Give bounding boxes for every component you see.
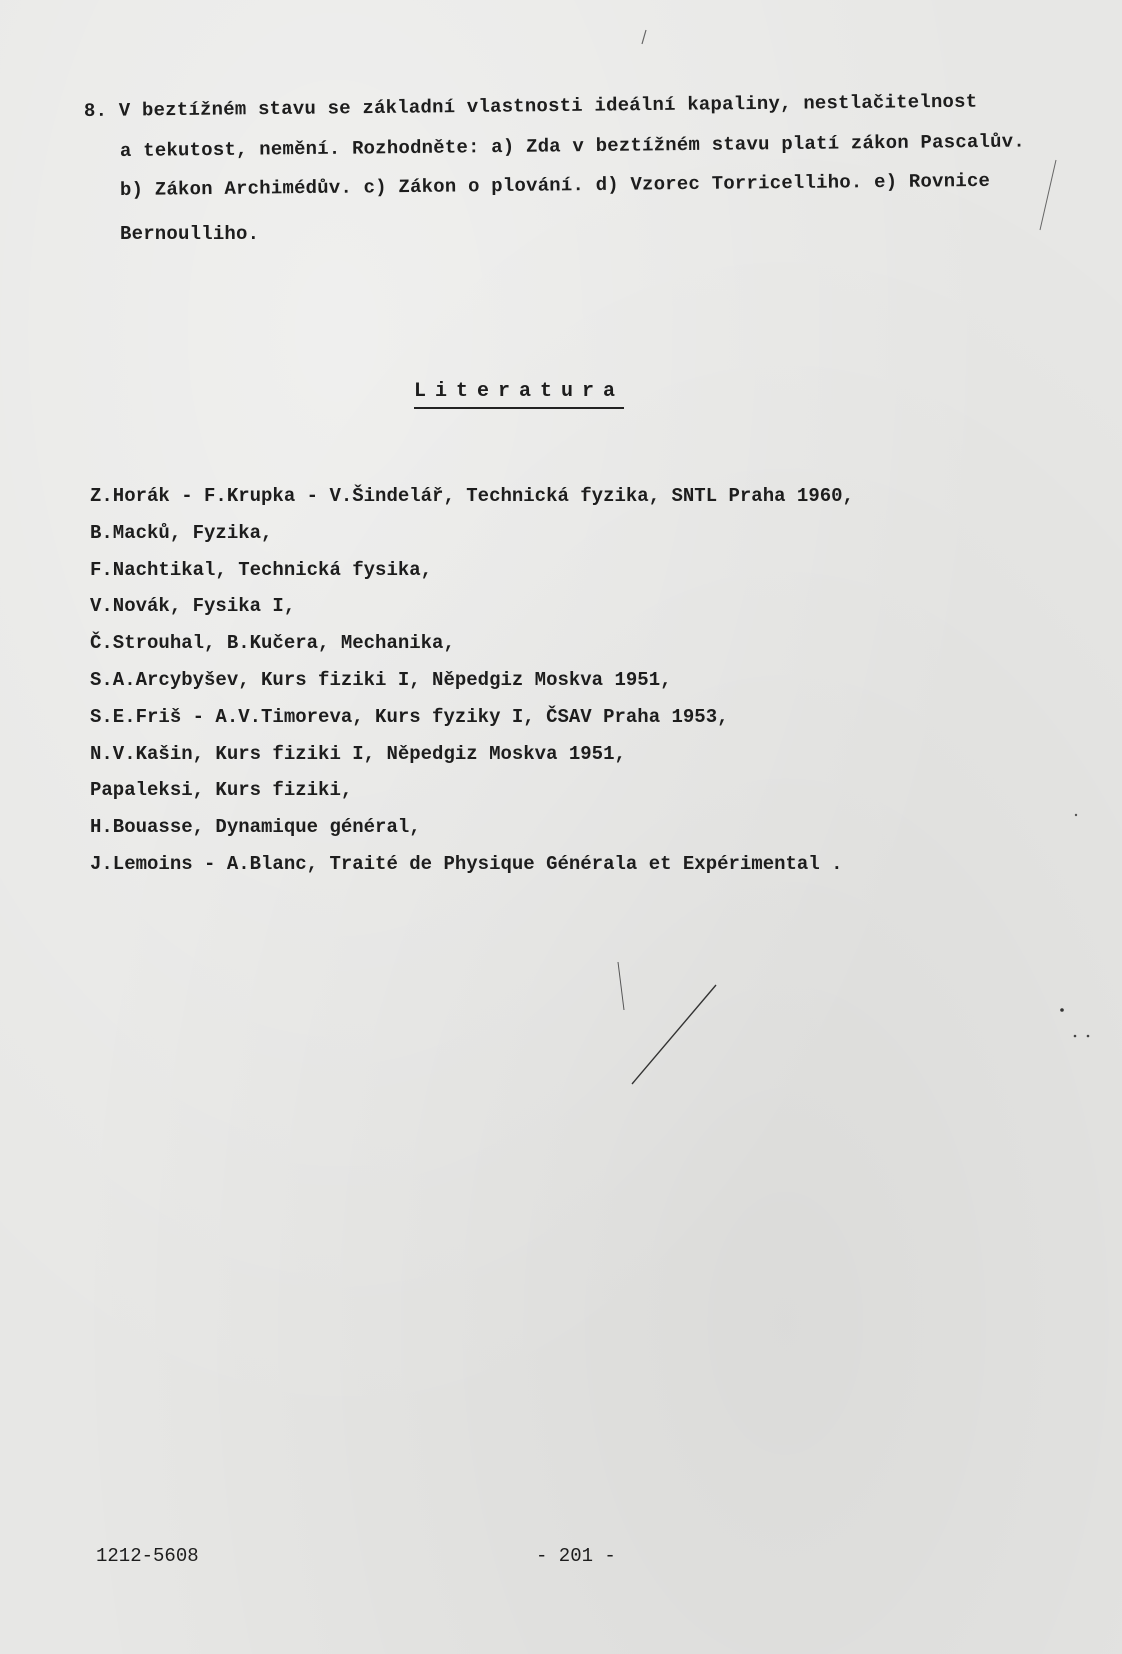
speck bbox=[1060, 1008, 1064, 1012]
reference-item: S.E.Friš - A.V.Timoreva, Kurs fyziky I, ČSAV Praha 1953, bbox=[90, 705, 729, 728]
reference-item: F.Nachtikal, Technická fysika, bbox=[90, 558, 433, 581]
edge-scratch bbox=[1040, 160, 1056, 230]
reference-item: S.A.Arcybyšev, Kurs fiziki I, Něpedgiz Moskva 1951, bbox=[90, 668, 672, 691]
speck bbox=[1074, 1035, 1077, 1038]
reference-item: H.Bouasse, Dynamique général, bbox=[90, 816, 421, 839]
question-line-3: b) Zákon Archimédův. c) Zákon o plování. d) Vzorec Torricelliho. e) Rovnice bbox=[119, 169, 991, 201]
question-line-1: 8. V beztížném stavu se základní vlastnosti ideální kapaliny, nestlačitelnost bbox=[83, 90, 978, 122]
pen-stroke-short bbox=[618, 962, 624, 1010]
reference-item: Papaleksi, Kurs fiziki, bbox=[90, 779, 353, 802]
reference-item: N.V.Kašin, Kurs fiziki I, Něpedgiz Moskva 1951, bbox=[90, 742, 626, 765]
reference-item: Č.Strouhal, B.Kučera, Mechanika, bbox=[90, 632, 455, 655]
page-number: - 201 - bbox=[536, 1545, 616, 1567]
speck bbox=[1075, 814, 1077, 816]
reference-item: V.Novák, Fysika I, bbox=[90, 595, 296, 618]
question-line-2: a tekutost, nemění. Rozhodněte: a) Zda v beztížném stavu platí zákon Pascalův. bbox=[119, 130, 1026, 162]
speck bbox=[1087, 1035, 1090, 1038]
reference-item: J.Lemoins - A.Blanc, Traité de Physique Générala et Expérimental . bbox=[90, 852, 843, 875]
reference-item: B.Macků, Fyzika, bbox=[90, 521, 273, 544]
reference-item: Z.Horák - F.Krupka - V.Šindelář, Technická fyzika, SNTL Praha 1960, bbox=[90, 485, 854, 507]
pen-stroke bbox=[632, 985, 716, 1084]
reference-list bbox=[90, 478, 854, 883]
literature-heading: Literatura bbox=[414, 380, 624, 409]
question-line-4: Bernoulliho. bbox=[120, 223, 260, 245]
top-scratch bbox=[642, 30, 646, 44]
document-code: 1212-5608 bbox=[96, 1545, 199, 1567]
